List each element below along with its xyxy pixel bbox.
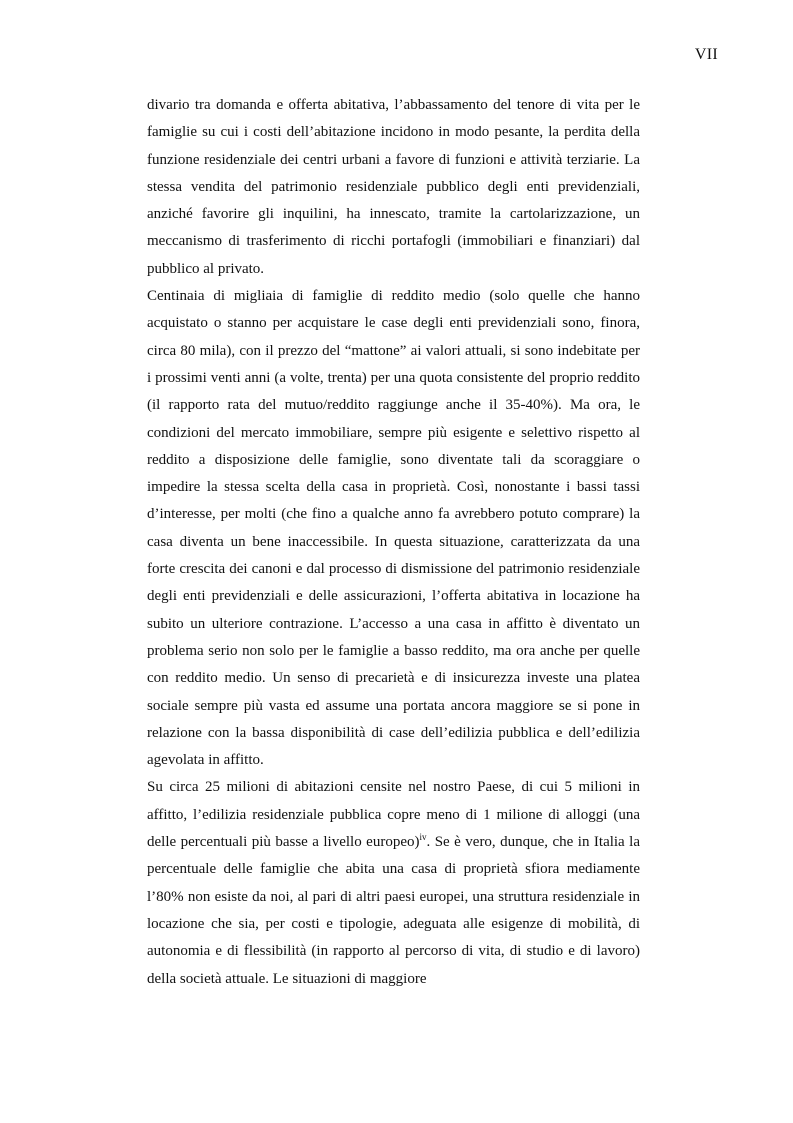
paragraph-1: divario tra domanda e offerta abitativa, l’abbassamento del tenore di vita per le famiglie su cui i costi dell’abitazione incidono in modo pesante, la perdita della funzione residenziale dei centri urbani a favore di funzioni e attività terziarie. La stessa vendita del patrimonio residenziale pubblico degli enti previdenziali, anziché favorire gli inquilini, ha innescato, tramite la cartolarizzazione, un meccanismo di trasferimento di ricchi portafogli (immobiliari e finanziari) dal pubblico al privato. [147,97,640,277]
body-text [147,92,640,993]
page-number: VII [694,46,718,63]
paragraph-3-part-1: Su circa 25 milioni di abitazioni censite nel nostro Paese, di cui 5 milioni in affitto, l’edilizia residenziale pubblica copre meno di 1 milione di alloggi (una delle percentuali più basse a livello europeo) [147,779,640,851]
paragraph-2: Centinaia di migliaia di famiglie di reddito medio (solo quelle che hanno acquistato o stanno per acquistare le case degli enti previdenziali sono, finora, circa 80 mila), con il prezzo del “mattone” ai valori attuali, si sono indebitate per i prossimi venti anni (a volte, trenta) per una quota consistente del proprio reddito (il rapporto rata del mutuo/reddito raggiunge anche il 35-40%). Ma ora, le condizioni del mercato immobiliare, sempre più esigente e selettivo rispetto al reddito a disposizione delle famiglie, sono diventate tali da scoraggiare o impedire la stessa scelta della casa in proprietà. Così, nonostante i bassi tassi d’interesse, per molti (che fino a qualche anno fa avrebbero potuto comprare) la casa diventa un bene inaccessibile. In questa situazione, caratterizzata da una forte crescita dei canoni e dal processo di dismissione del patrimonio residenziale degli enti previdenziali e delle assicurazioni, l’offerta abitativa in locazione ha subito un ulteriore contrazione. L’accesso a una casa in affitto è diventato un problema serio non solo per le famiglie a basso reddito, ma ora anche per quelle con reddito medio. Un senso di precarietà e di insicurezza investe una platea sociale sempre più vasta ed assume una portata ancora maggiore se si pone in relazione con la bassa disponibilità di case dell’edilizia pubblica e dell’edilizia agevolata in affitto. [147,288,640,769]
footnote-reference[interactable]: iv [419,832,427,843]
paragraph-3-part-2: . Se è vero, dunque, che in Italia la percentuale delle famiglie che abita una casa di proprietà sfiora mediamente l’80% non esiste da noi, al pari di altri paesi europei, una struttura residenziale in locazione che sia, per costi e tipologie, adeguata alle esigenze di mobilità, di autonomia e di flessibilità (in rapporto al percorso di vita, di studio e di lavoro) della società attuale. Le situazioni di maggiore [147,834,641,987]
paragraph-3 [147,774,640,992]
